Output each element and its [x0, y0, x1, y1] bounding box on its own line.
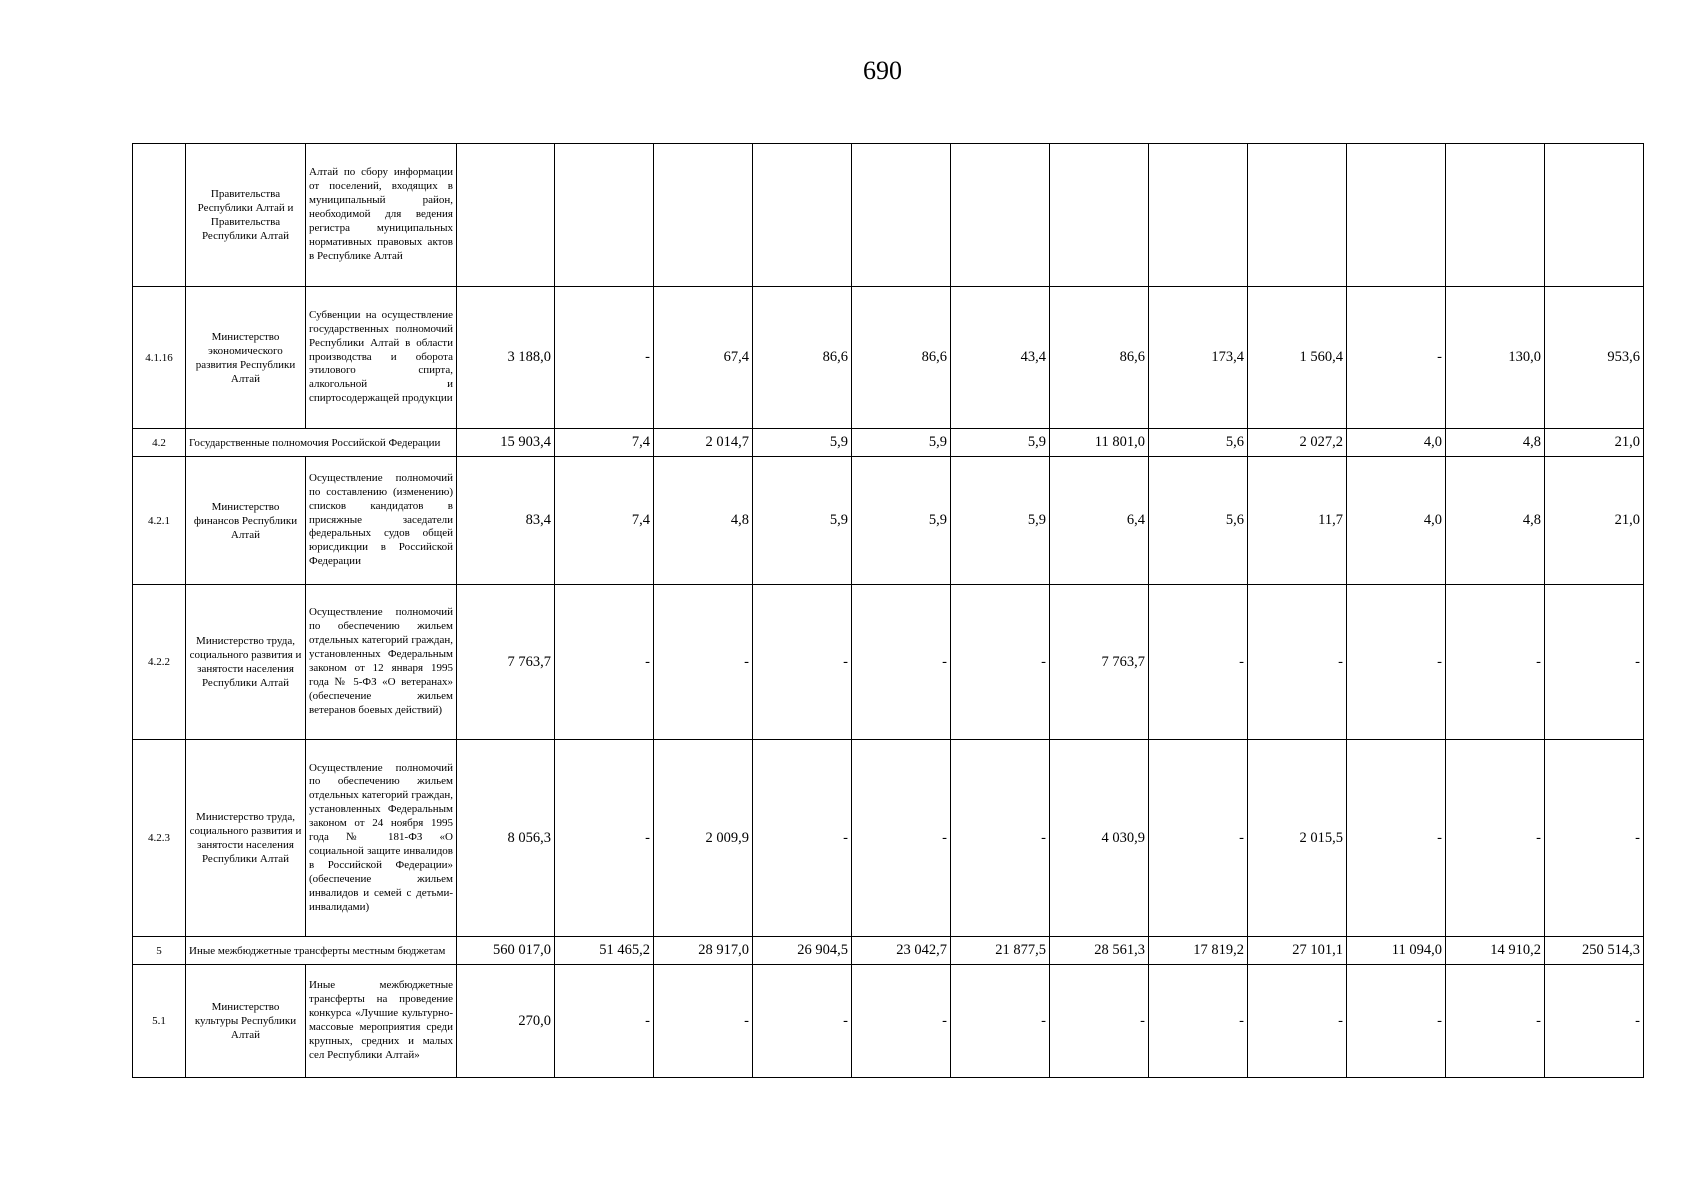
value-cell: 28 917,0 — [654, 937, 753, 965]
value-cell: 5,6 — [1149, 429, 1248, 457]
table-row — [133, 144, 1644, 287]
row-number: 4.2.3 — [133, 740, 186, 937]
value-cell: 67,4 — [654, 287, 753, 429]
value-cell — [1446, 144, 1545, 287]
budget-table — [132, 143, 1644, 1078]
total-value-cell: 7 763,7 — [457, 585, 555, 740]
value-cell: - — [1050, 965, 1149, 1078]
value-cell: - — [1545, 740, 1644, 937]
value-cell: - — [1347, 740, 1446, 937]
value-cell: 6,4 — [1050, 457, 1149, 585]
value-cell: 953,6 — [1545, 287, 1644, 429]
value-cell: 11,7 — [1248, 457, 1347, 585]
value-cell — [951, 144, 1050, 287]
value-cell: - — [654, 965, 753, 1078]
value-cell: - — [555, 965, 654, 1078]
responsible-organization: Министерство экономического развития Республики Алтай — [186, 287, 306, 429]
item-description: Осуществление полномочий по обеспечению жильем отдельных категорий граждан, установленных Федеральным законом от 24 ноября 1995 года № 181-ФЗ «О социальной защите инвалидов в Российской Федерации» (обеспечение жильем инвалидов и семей с детьми-инвалидами) — [306, 740, 457, 937]
value-cell: - — [1248, 585, 1347, 740]
table-row — [133, 965, 1644, 1078]
value-cell: 43,4 — [951, 287, 1050, 429]
row-number — [133, 144, 186, 287]
value-cell: 5,9 — [753, 429, 852, 457]
section-title: Иные межбюджетные трансферты местным бюджетам — [186, 937, 457, 965]
value-cell: 5,9 — [951, 457, 1050, 585]
value-cell: - — [654, 585, 753, 740]
value-cell: - — [852, 965, 951, 1078]
value-cell: 7,4 — [555, 429, 654, 457]
value-cell — [1248, 144, 1347, 287]
total-value-cell: 560 017,0 — [457, 937, 555, 965]
row-number: 4.1.16 — [133, 287, 186, 429]
value-cell: 11 094,0 — [1347, 937, 1446, 965]
value-cell: 4,0 — [1347, 457, 1446, 585]
value-cell: 5,9 — [852, 457, 951, 585]
value-cell: 14 910,2 — [1446, 937, 1545, 965]
value-cell: - — [1248, 965, 1347, 1078]
value-cell: - — [1347, 287, 1446, 429]
value-cell: - — [951, 965, 1050, 1078]
value-cell: - — [1149, 740, 1248, 937]
responsible-organization: Министерство труда, социального развития и занятости населения Республики Алтай — [186, 585, 306, 740]
value-cell: 21,0 — [1545, 429, 1644, 457]
value-cell: - — [1446, 585, 1545, 740]
table-row — [133, 585, 1644, 740]
value-cell: - — [753, 740, 852, 937]
responsible-organization: Министерство финансов Республики Алтай — [186, 457, 306, 585]
value-cell: 1 560,4 — [1248, 287, 1347, 429]
value-cell: 27 101,1 — [1248, 937, 1347, 965]
value-cell: 11 801,0 — [1050, 429, 1149, 457]
responsible-organization: Министерство культуры Республики Алтай — [186, 965, 306, 1078]
total-value-cell: 83,4 — [457, 457, 555, 585]
table-row — [133, 429, 1644, 457]
value-cell — [852, 144, 951, 287]
value-cell: 7,4 — [555, 457, 654, 585]
value-cell: 5,9 — [753, 457, 852, 585]
value-cell: 4,0 — [1347, 429, 1446, 457]
value-cell: - — [951, 585, 1050, 740]
value-cell: 5,9 — [951, 429, 1050, 457]
value-cell: 23 042,7 — [852, 937, 951, 965]
value-cell: 86,6 — [753, 287, 852, 429]
value-cell: - — [1149, 585, 1248, 740]
responsible-organization: Министерство труда, социального развития и занятости населения Республики Алтай — [186, 740, 306, 937]
value-cell: - — [1149, 965, 1248, 1078]
total-value-cell: 3 188,0 — [457, 287, 555, 429]
value-cell: - — [753, 585, 852, 740]
value-cell — [1149, 144, 1248, 287]
row-number: 4.2.1 — [133, 457, 186, 585]
value-cell: 5,9 — [852, 429, 951, 457]
value-cell: 2 027,2 — [1248, 429, 1347, 457]
total-value-cell — [457, 144, 555, 287]
row-number: 5 — [133, 937, 186, 965]
value-cell: - — [1347, 965, 1446, 1078]
table-row — [133, 740, 1644, 937]
value-cell — [654, 144, 753, 287]
value-cell: 21,0 — [1545, 457, 1644, 585]
row-number: 4.2 — [133, 429, 186, 457]
total-value-cell: 8 056,3 — [457, 740, 555, 937]
value-cell: 51 465,2 — [555, 937, 654, 965]
row-number: 5.1 — [133, 965, 186, 1078]
value-cell: - — [1545, 965, 1644, 1078]
item-description: Осуществление полномочий по обеспечению жильем отдельных категорий граждан, установленных Федеральным законом от 12 января 1995 года № 5-ФЗ «О ветеранах» (обеспечение жильем ветеранов боевых действий) — [306, 585, 457, 740]
total-value-cell: 15 903,4 — [457, 429, 555, 457]
row-number: 4.2.2 — [133, 585, 186, 740]
value-cell — [555, 144, 654, 287]
value-cell: 2 009,9 — [654, 740, 753, 937]
responsible-organization: Правительства Республики Алтай и Правительства Республики Алтай — [186, 144, 306, 287]
value-cell: 5,6 — [1149, 457, 1248, 585]
value-cell: 4,8 — [1446, 457, 1545, 585]
value-cell: 21 877,5 — [951, 937, 1050, 965]
item-description: Иные межбюджетные трансферты на проведение конкурса «Лучшие культурно-массовые мероприятия среди крупных, средних и малых сел Республики Алтай» — [306, 965, 457, 1078]
value-cell: - — [555, 585, 654, 740]
item-description: Субвенции на осуществление государственных полномочий Республики Алтай в области производства и оборота этилового спирта, алкогольной и спиртосодержащей продукции — [306, 287, 457, 429]
value-cell: 86,6 — [1050, 287, 1149, 429]
value-cell: - — [951, 740, 1050, 937]
value-cell: 173,4 — [1149, 287, 1248, 429]
value-cell: - — [555, 740, 654, 937]
value-cell: 86,6 — [852, 287, 951, 429]
page-number: 690 — [863, 56, 902, 85]
value-cell — [1545, 144, 1644, 287]
value-cell: 2 014,7 — [654, 429, 753, 457]
table-row — [133, 937, 1644, 965]
value-cell — [753, 144, 852, 287]
value-cell: 28 561,3 — [1050, 937, 1149, 965]
value-cell — [1050, 144, 1149, 287]
value-cell: - — [753, 965, 852, 1078]
total-value-cell: 270,0 — [457, 965, 555, 1078]
value-cell: 4,8 — [1446, 429, 1545, 457]
value-cell: 130,0 — [1446, 287, 1545, 429]
value-cell — [1347, 144, 1446, 287]
value-cell: - — [852, 740, 951, 937]
value-cell: - — [1446, 740, 1545, 937]
value-cell: - — [1347, 585, 1446, 740]
item-description: Алтай по сбору информации от поселений, входящих в муниципальный район, необходимой для ведения регистра муниципальных нормативных правовых актов в Республике Алтай — [306, 144, 457, 287]
value-cell: 17 819,2 — [1149, 937, 1248, 965]
value-cell: 4 030,9 — [1050, 740, 1149, 937]
value-cell: 26 904,5 — [753, 937, 852, 965]
value-cell: - — [555, 287, 654, 429]
value-cell: - — [1446, 965, 1545, 1078]
value-cell: 2 015,5 — [1248, 740, 1347, 937]
item-description: Осуществление полномочий по составлению (изменению) списков кандидатов в присяжные заседатели федеральных судов общей юрисдикции в Российской Федерации — [306, 457, 457, 585]
value-cell: 4,8 — [654, 457, 753, 585]
table-row — [133, 287, 1644, 429]
table-row — [133, 457, 1644, 585]
value-cell: 250 514,3 — [1545, 937, 1644, 965]
budget-table-body — [133, 144, 1644, 1078]
section-title: Государственные полномочия Российской Федерации — [186, 429, 457, 457]
value-cell: 7 763,7 — [1050, 585, 1149, 740]
value-cell: - — [852, 585, 951, 740]
value-cell: - — [1545, 585, 1644, 740]
